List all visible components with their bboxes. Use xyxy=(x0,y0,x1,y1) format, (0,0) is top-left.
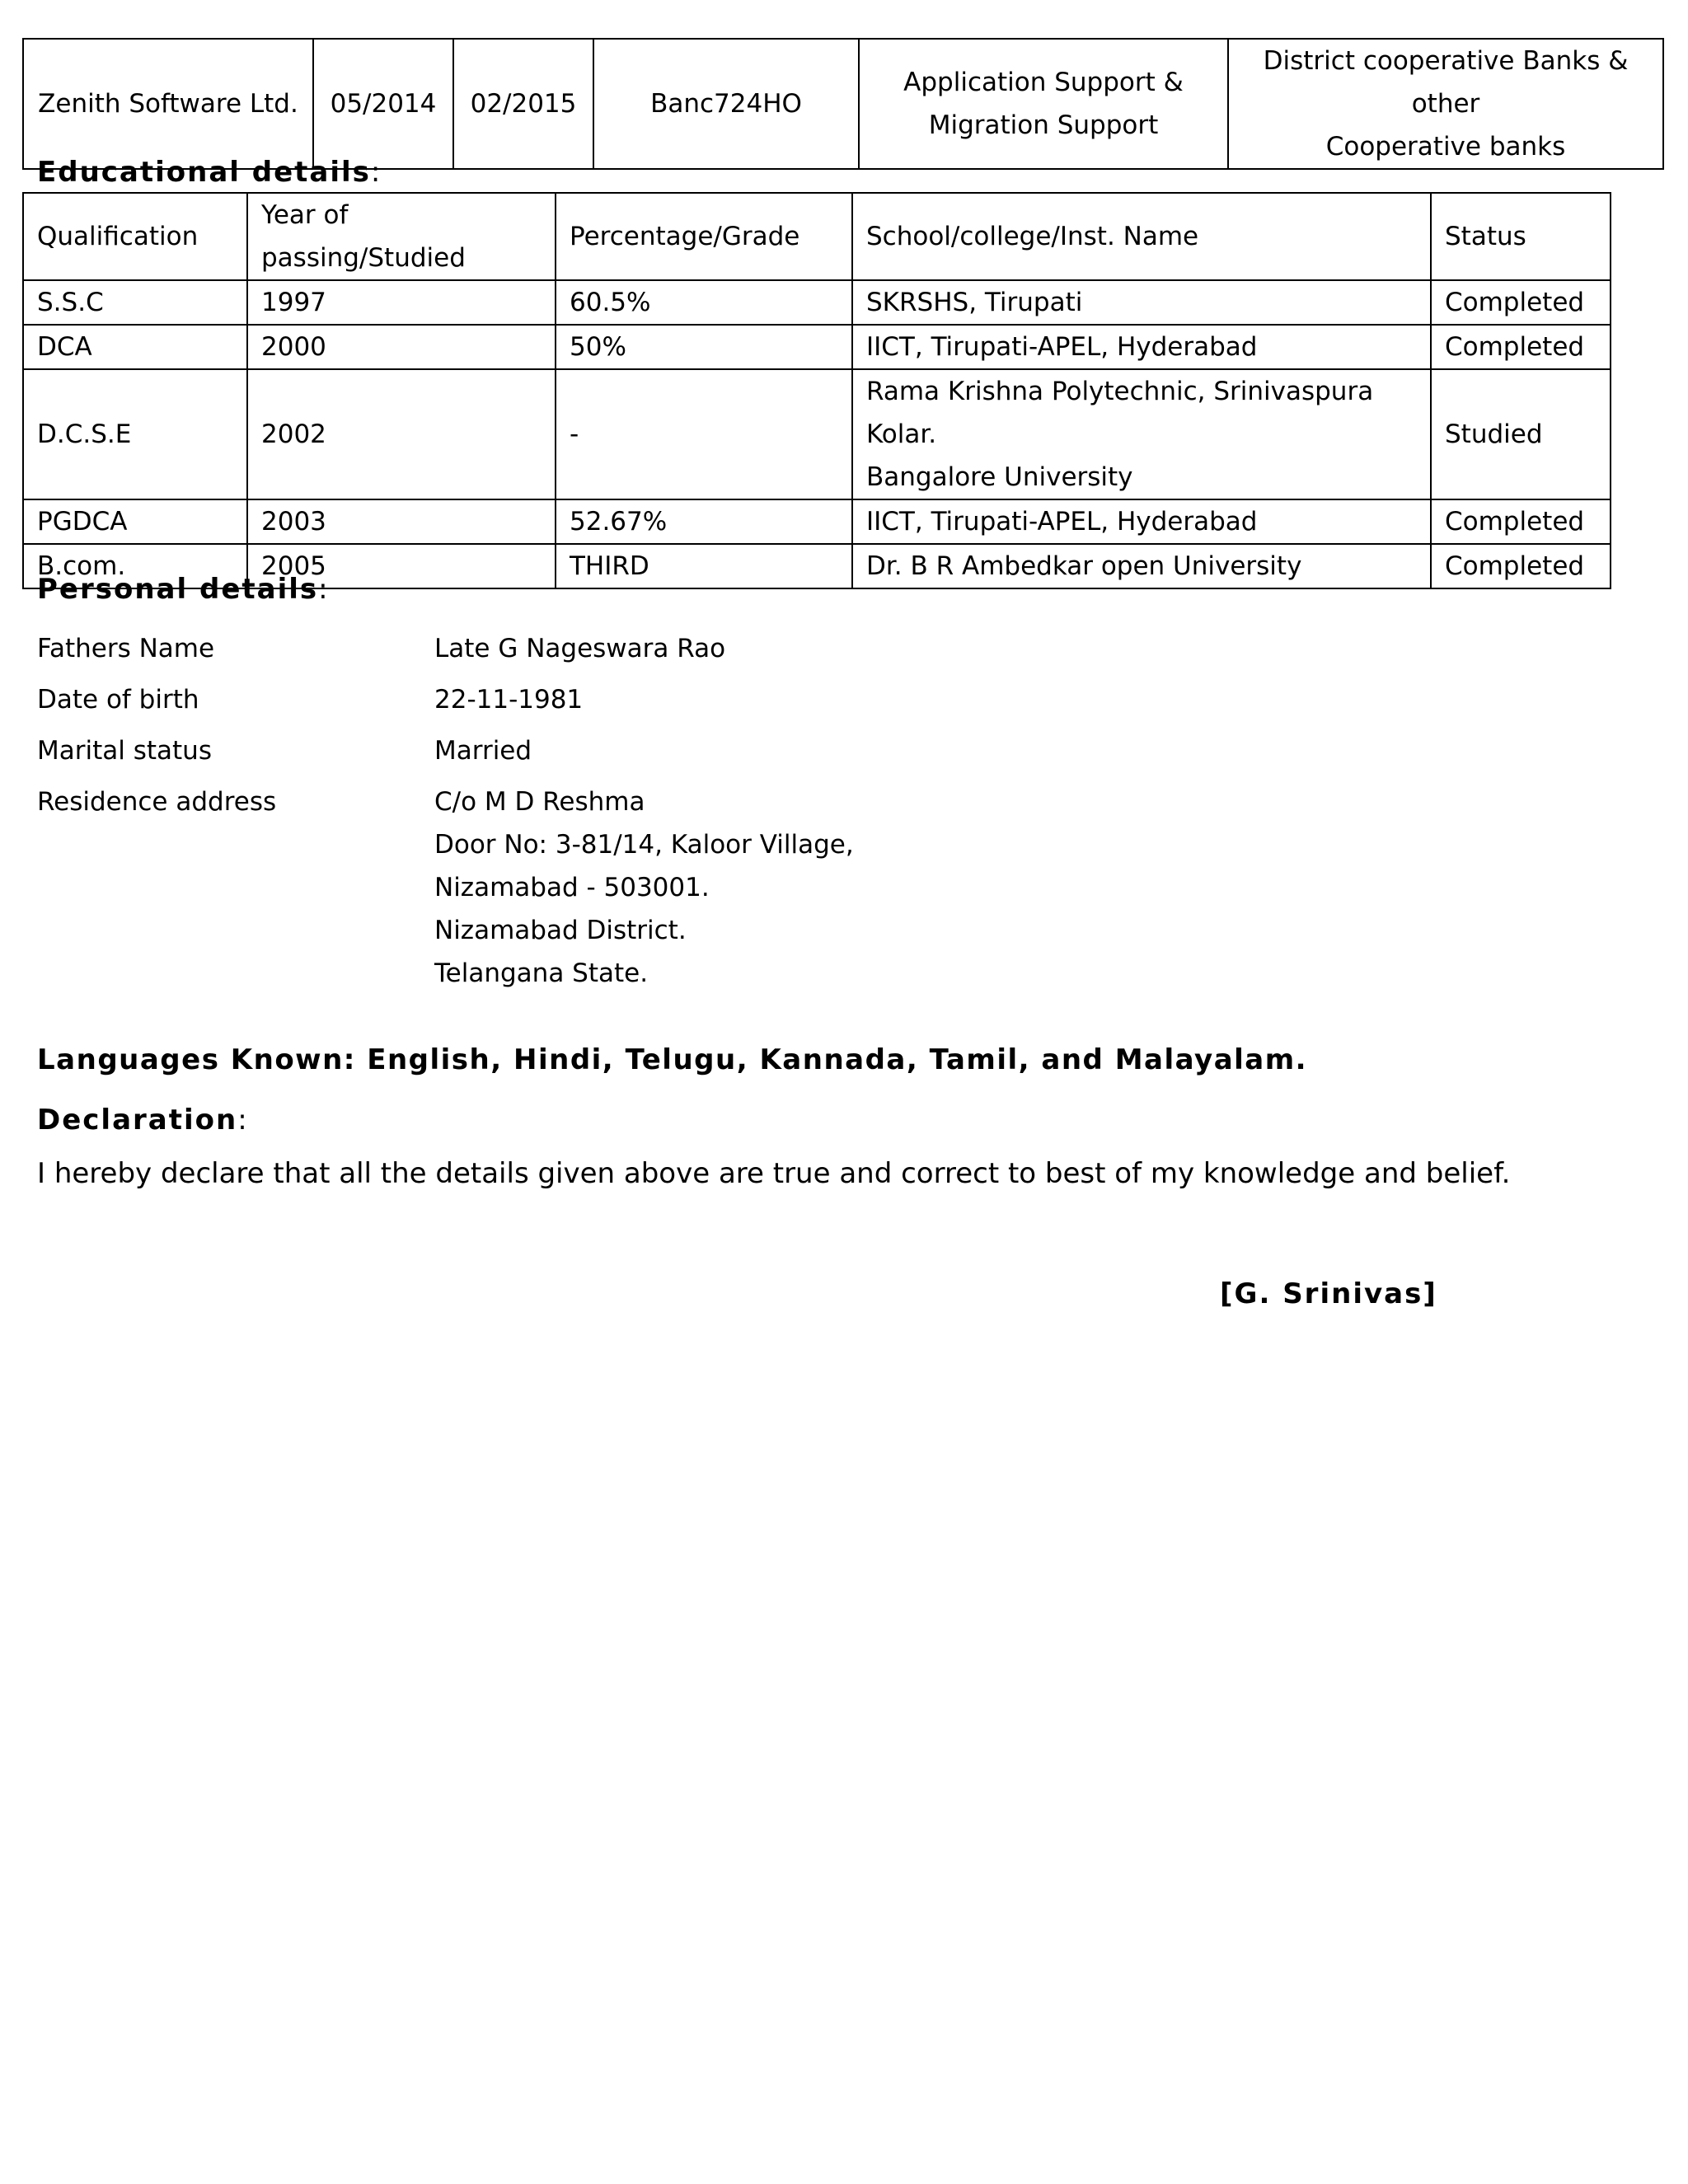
declaration-heading-text: Declaration xyxy=(37,1104,238,1137)
employment-role-line1: Application Support & xyxy=(903,68,1184,97)
cell-institute-line1: Rama Krishna Polytechnic, Srinivaspura Kolar. xyxy=(866,377,1374,449)
cell-status: Completed xyxy=(1431,499,1611,544)
personal-heading: Personal details: xyxy=(37,573,330,606)
cell-grade: 52.67% xyxy=(556,499,852,544)
cell-institute-line2: Bangalore University xyxy=(866,462,1133,492)
table-header-row xyxy=(23,193,1611,280)
cell-qualification: S.S.C xyxy=(23,280,247,325)
cell-qualification: B.com. xyxy=(23,544,247,588)
cell-year: 2002 xyxy=(247,369,556,499)
cell-status: Studied xyxy=(1431,369,1611,499)
cell-grade: 60.5% xyxy=(556,280,852,325)
cell-year: 2000 xyxy=(247,325,556,369)
column-header-grade: Percentage/Grade xyxy=(556,193,852,280)
declaration-heading: Declaration: xyxy=(37,1104,249,1137)
languages-known: Languages Known: English, Hindi, Telugu, Kannada, Tamil, and Malayalam. xyxy=(37,1043,1308,1076)
address-line: Nizamabad - 503001. xyxy=(434,873,710,902)
column-header-year-line1: Year of xyxy=(261,200,349,230)
cell-grade: 50% xyxy=(556,325,852,369)
employment-role-line2: Migration Support xyxy=(928,110,1159,140)
cell-status: Completed xyxy=(1431,544,1611,588)
cell-year: 2003 xyxy=(247,499,556,544)
cell-institute: SKRSHS, Tirupati xyxy=(852,280,1431,325)
table-row xyxy=(23,280,1611,325)
column-header-status: Status xyxy=(1431,193,1611,280)
cell-grade: THIRD xyxy=(556,544,852,588)
employment-client xyxy=(1228,39,1663,169)
table-row xyxy=(23,39,1663,169)
declaration-text: I hereby declare that all the details given above are true and correct to best of my knowledge and belief. xyxy=(37,1157,1511,1190)
address-line: Nizamabad District. xyxy=(434,916,687,945)
cell-institute: IICT, Tirupati-APEL, Hyderabad xyxy=(852,325,1431,369)
cell-year: 1997 xyxy=(247,280,556,325)
employment-company: Zenith Software Ltd. xyxy=(23,39,313,169)
cell-year: 2005 xyxy=(247,544,556,588)
employment-role xyxy=(859,39,1228,169)
employment-client-line2: Cooperative banks xyxy=(1325,132,1566,162)
address-line: Door No: 3-81/14, Kaloor Village, xyxy=(434,830,854,860)
dob-label: Date of birth xyxy=(37,685,199,715)
address-line: Telangana State. xyxy=(434,958,649,988)
column-header-year xyxy=(247,193,556,280)
employment-client-line1: District cooperative Banks & other xyxy=(1263,46,1629,119)
employment-to: 02/2015 xyxy=(453,39,593,169)
signature-name: [G. Srinivas] xyxy=(1220,1277,1437,1310)
cell-qualification: PGDCA xyxy=(23,499,247,544)
address-label: Residence address xyxy=(37,787,277,817)
marital-status-value: Married xyxy=(434,736,532,766)
cell-institute: IICT, Tirupati-APEL, Hyderabad xyxy=(852,499,1431,544)
employment-table xyxy=(22,38,1664,170)
cell-status: Completed xyxy=(1431,325,1611,369)
education-heading-text: Educational details xyxy=(37,156,371,189)
education-table xyxy=(22,192,1611,589)
table-row xyxy=(23,369,1611,499)
cell-institute: Dr. B R Ambedkar open University xyxy=(852,544,1431,588)
column-header-institute: School/college/Inst. Name xyxy=(852,193,1431,280)
column-header-qualification: Qualification xyxy=(23,193,247,280)
cell-institute xyxy=(852,369,1431,499)
cell-status: Completed xyxy=(1431,280,1611,325)
address-line: C/o M D Reshma xyxy=(434,787,645,817)
marital-status-label: Marital status xyxy=(37,736,212,766)
cell-qualification: DCA xyxy=(23,325,247,369)
employment-product: Banc724HO xyxy=(593,39,859,169)
personal-heading-text: Personal details xyxy=(37,573,319,606)
education-heading: Educational details: xyxy=(37,156,382,189)
table-row xyxy=(23,499,1611,544)
cell-qualification: D.C.S.E xyxy=(23,369,247,499)
cell-grade: - xyxy=(556,369,852,499)
employment-from: 05/2014 xyxy=(313,39,453,169)
column-header-year-line2: passing/Studied xyxy=(261,243,466,273)
table-row xyxy=(23,325,1611,369)
dob-value: 22-11-1981 xyxy=(434,685,584,715)
fathers-name-value: Late G Nageswara Rao xyxy=(434,634,726,663)
fathers-name-label: Fathers Name xyxy=(37,634,215,663)
